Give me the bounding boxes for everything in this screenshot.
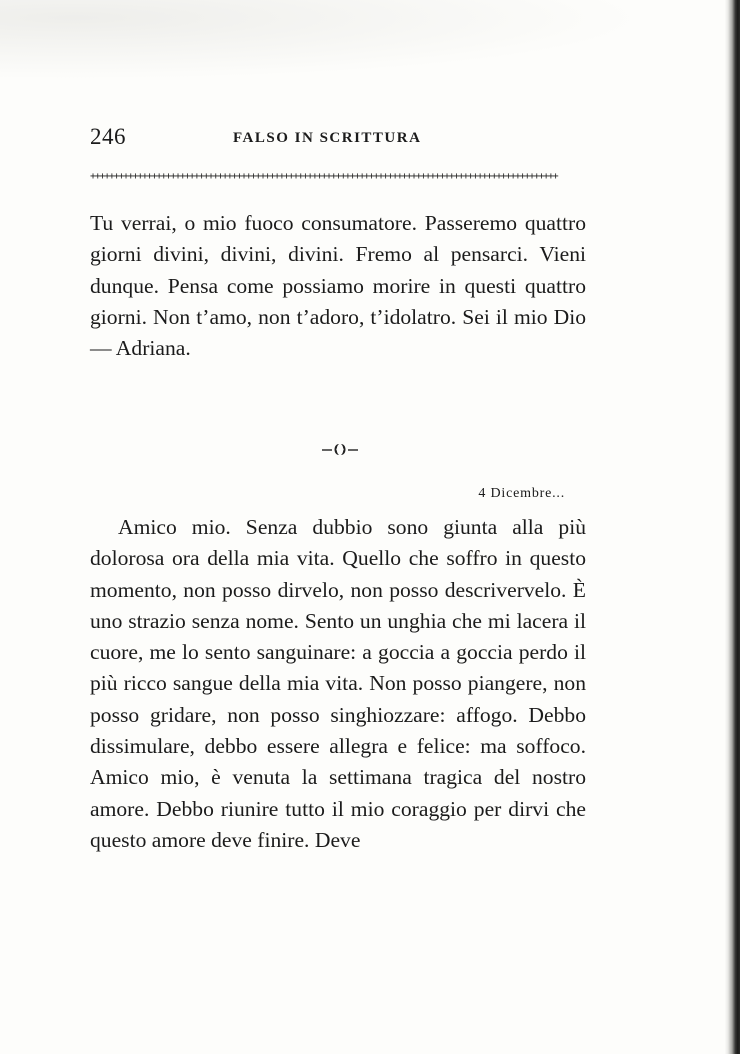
ornamental-rule: +++++++++++++++++++++++++++++++++++++++++++++++++++++++++++++++++++++++++++++++++++++++++++++++++++ <box>90 171 558 182</box>
fleuron-ornament-icon <box>320 440 360 458</box>
letter-date: 4 Dicembre... <box>478 486 565 501</box>
letter-two <box>90 512 586 856</box>
section-fleuron <box>300 440 380 463</box>
letter-one <box>90 208 586 364</box>
paper-texture <box>0 0 740 90</box>
letter-two-paragraph: Amico mio. Senza dubbio sono giunta alla più dolorosa ora della mia vita. Quello che soffro in questo momento, non posso dirvelo, non posso descrivervelo. È uno strazio senza nome. Sento un unghia che mi lacera il cuore, me lo sento sanguinare: a goccia a goccia perdo il più ricco sangue della mia vita. Non posso piangere, non posso gridare, non posso singhiozzare: affogo. Debbo dissimulare, debbo essere allegra e felice: ma soffoco. Amico mio, è venuta la settimana tragica del nostro amore. Debbo riunire tutto il mio coraggio per dirvi che questo amore deve finire. Deve <box>90 515 586 852</box>
running-title: FALSO IN SCRITTURA <box>233 130 422 146</box>
page-header <box>90 120 590 160</box>
binding-shadow <box>700 0 740 1054</box>
page-number: 246 <box>90 124 126 149</box>
letter-one-paragraph: Tu verrai, o mio fuoco consumatore. Passeremo quattro giorni divini, divini, divini. Fremo al pensarci. Vieni dunque. Pensa come possiamo morire in questi quattro giorni. Non t’amo, non t’adoro, t’idolatro. Sei il mio Dio — Adriana. <box>90 211 586 361</box>
